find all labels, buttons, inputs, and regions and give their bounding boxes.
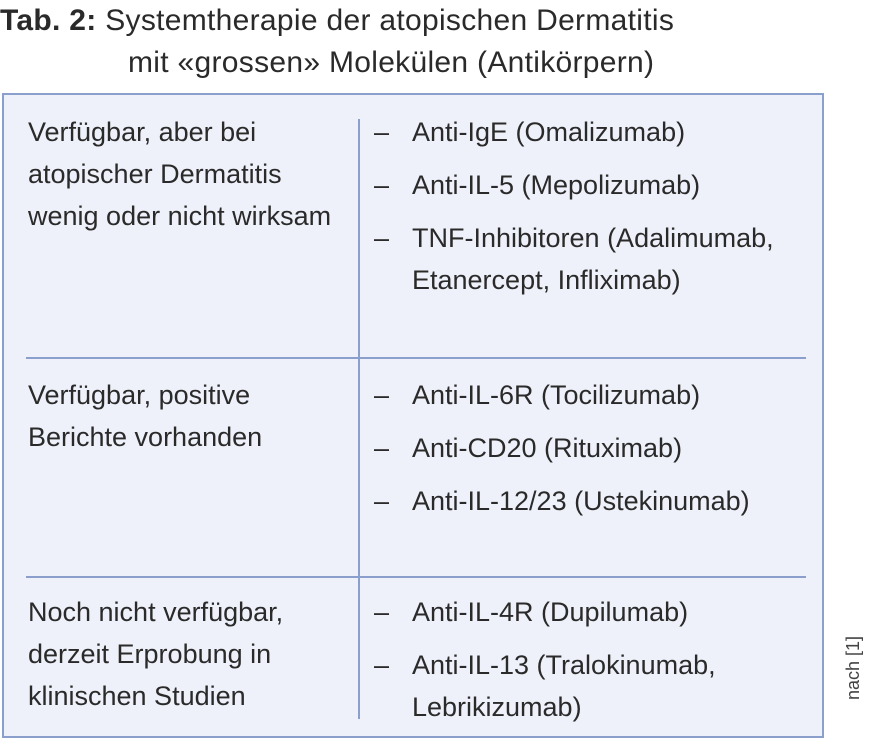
therapy-table [2,93,824,738]
table-title [0,0,860,84]
row-2-category: Verfügbar, positive Berichte vorhanden [28,380,263,452]
list-item [374,591,814,633]
title-line-2: mit «grossen» Molekülen (Antikörpern) [128,46,655,79]
list-item [374,427,814,469]
dash-bullet: – [374,380,390,410]
row-divider-2 [26,576,806,578]
list-item [374,111,814,153]
item-text: Anti-IL-13 (Tralokinumab, Lebrikizumab) [412,650,716,722]
list-item [374,644,814,728]
dash-bullet: – [374,433,390,463]
dash-bullet: – [374,486,390,516]
item-text: Anti-CD20 (Rituximab) [412,433,683,463]
title-line-1: Systemtherapie der atopischen Dermatitis [105,4,675,37]
dash-bullet: – [374,650,390,680]
list-item [374,374,814,416]
table-label: Tab. 2: [0,4,97,37]
item-text: TNF-Inhibitoren (Adalimumab, Etanercept, Infliximab) [412,223,774,295]
dash-bullet: – [374,170,390,200]
row-1-category: Verfügbar, aber bei atopischer Dermatitis wenig oder nicht wirksam [28,117,332,231]
row-3-category: Noch nicht verfügbar, derzeit Erprobung in klinischen Studien [28,597,284,711]
item-text: Anti-IgE (Omalizumab) [412,117,686,147]
list-item [374,164,814,206]
dash-bullet: – [374,117,390,147]
list-item [374,217,814,301]
item-text: Anti-IL-4R (Dupilumab) [412,597,689,627]
item-text: Anti-IL-12/23 (Ustekinumab) [412,486,750,516]
list-item [374,480,814,522]
item-text: Anti-IL-5 (Mepolizumab) [412,170,701,200]
dash-bullet: – [374,597,390,627]
row-2-items [374,374,814,533]
source-note: nach [1] [843,635,863,700]
item-text: Anti-IL-6R (Tocilizumab) [412,380,701,410]
column-divider [358,119,360,719]
row-3-items [374,591,814,739]
row-1-items [374,111,814,312]
row-divider-1 [26,357,806,359]
dash-bullet: – [374,223,390,253]
